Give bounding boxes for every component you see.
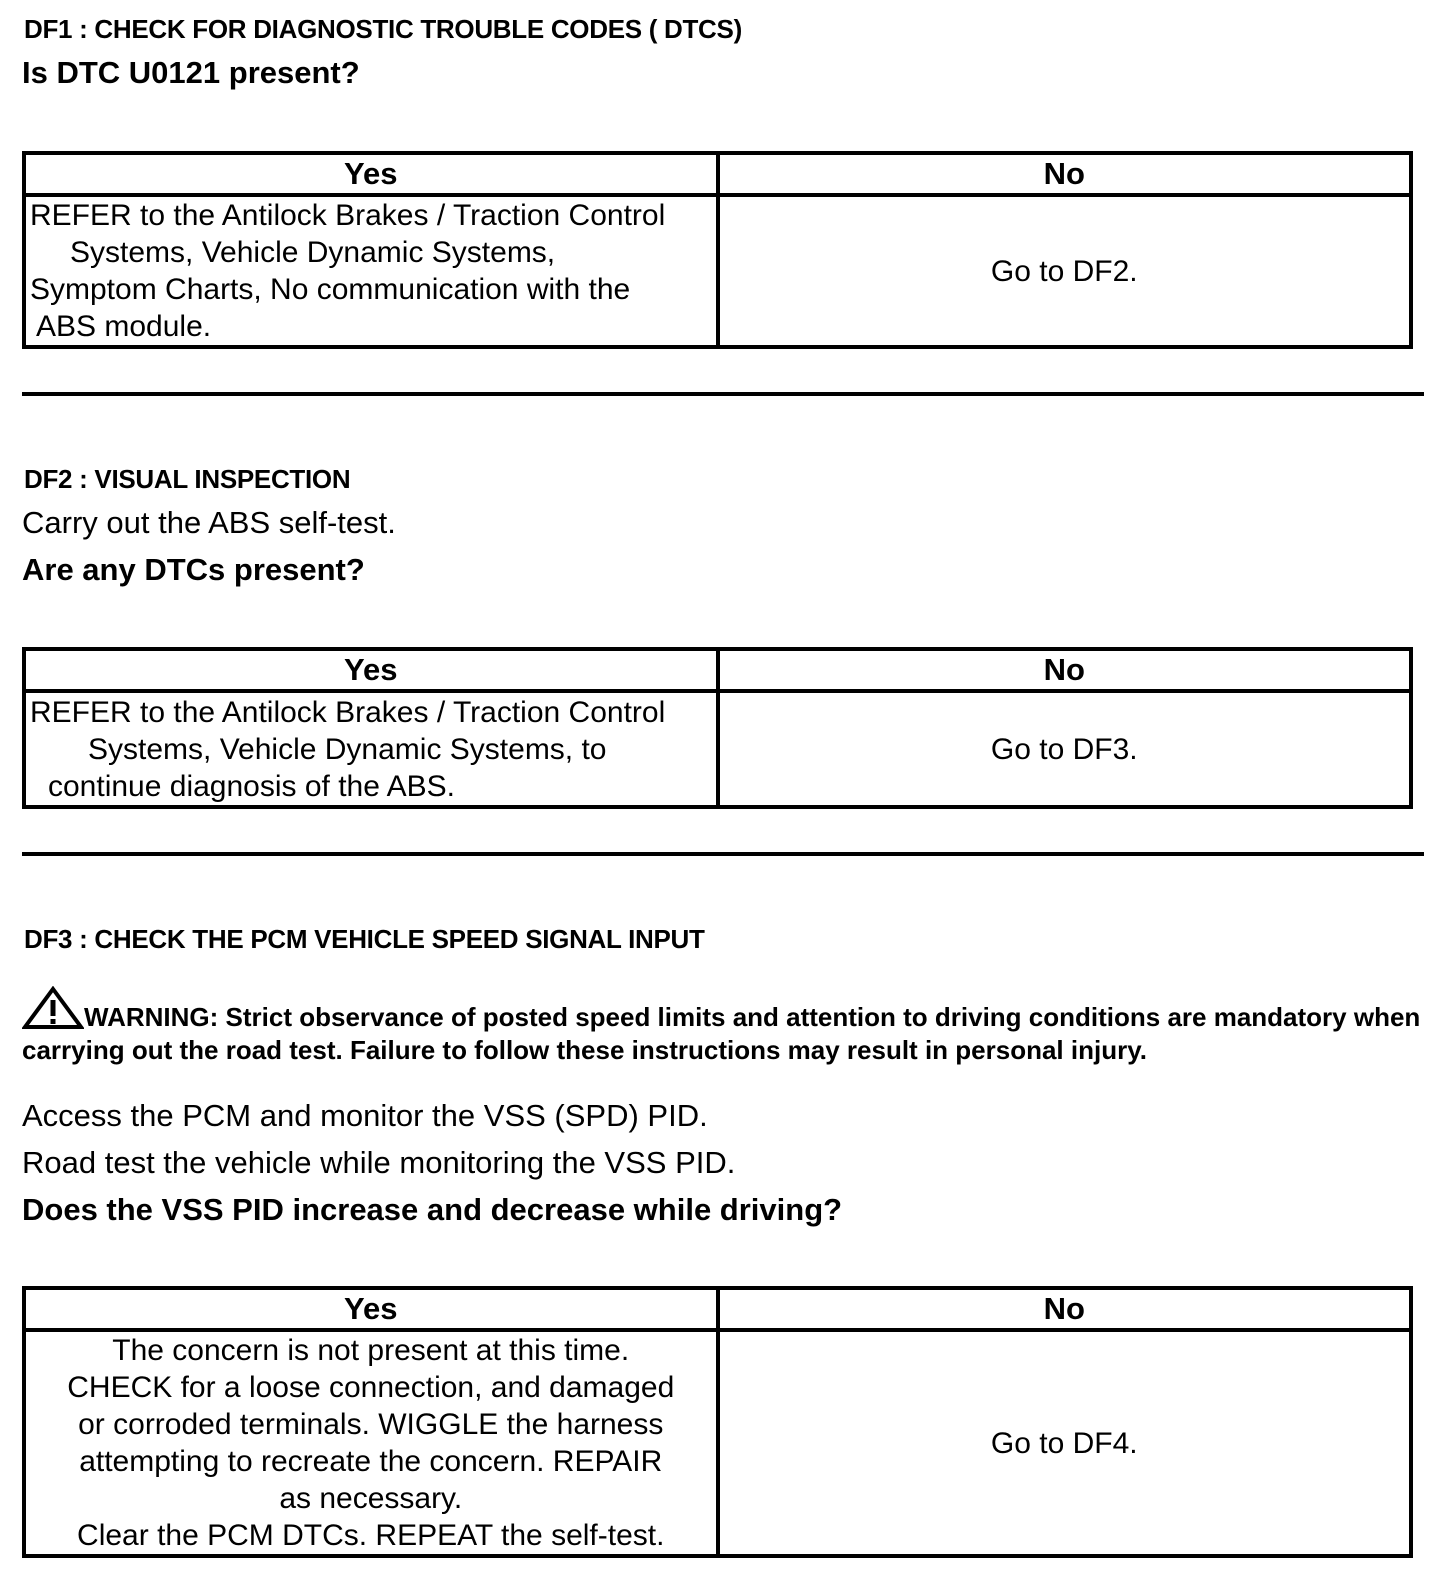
df3-yes-line: attempting to recreate the concern. REPAIR (79, 1445, 663, 1478)
df3-yes-line: or corroded terminals. WIGGLE the harness (78, 1408, 664, 1441)
df2-yes-header: Yes (24, 649, 718, 691)
df3-yes-header: Yes (24, 1288, 718, 1330)
df2-decision-table (22, 647, 1413, 809)
df2-heading: DF2 : VISUAL INSPECTION (24, 464, 351, 494)
warning-triangle-icon (22, 986, 84, 1030)
df1-decision-table (22, 151, 1413, 349)
df1-yes-line: Symptom Charts, No communication with the (30, 273, 631, 306)
df1-question: Is DTC U0121 present? (22, 55, 360, 90)
df3-step: Access the PCM and monitor the VSS (SPD) PID. (22, 1098, 708, 1133)
df3-yes-line: as necessary. (279, 1482, 463, 1515)
df1-yes-line: ABS module. (36, 310, 212, 343)
df2-yes-cell (24, 691, 718, 807)
df3-yes-line: Clear the PCM DTCs. REPEAT the self-test. (77, 1519, 665, 1552)
df1-no-header: No (718, 153, 1412, 195)
df3-no-cell: Go to DF4. (718, 1330, 1412, 1556)
df3-yes-line: CHECK for a loose connection, and damaged (67, 1371, 675, 1404)
df3-question: Does the VSS PID increase and decrease while driving? (22, 1192, 843, 1227)
df2-no-cell: Go to DF3. (718, 691, 1412, 807)
df3-warning-text: Strict observance of posted speed limits and attention to driving conditions are mandatory when carrying out the road test. Failure to follow these instructions may result in personal injury. (22, 1002, 1421, 1065)
df3-yes-cell (24, 1330, 718, 1556)
df2-step: Carry out the ABS self-test. (22, 505, 396, 540)
df2-yes-line: continue diagnosis of the ABS. (48, 769, 455, 803)
df1-heading: DF1 : CHECK FOR DIAGNOSTIC TROUBLE CODES ( DTCS) (24, 14, 742, 44)
df3-decision-table (22, 1286, 1413, 1558)
section-divider (22, 392, 1424, 396)
section-divider (22, 852, 1424, 856)
df1-yes-cell (24, 195, 718, 347)
df2-no-header: No (718, 649, 1412, 691)
df3-heading: DF3 : CHECK THE PCM VEHICLE SPEED SIGNAL INPUT (24, 924, 705, 954)
df1-yes-header: Yes (24, 153, 718, 195)
df3-warning-label: WARNING: (84, 1002, 219, 1032)
df3-step: Road test the vehicle while monitoring the VSS PID. (22, 1145, 736, 1180)
df1-yes-line: Systems, Vehicle Dynamic Systems, (70, 236, 556, 269)
df3-yes-line: The concern is not present at this time. (112, 1334, 630, 1367)
df1-yes-line: REFER to the Antilock Brakes / Traction Control (30, 199, 666, 232)
df3-no-header: No (718, 1288, 1412, 1330)
df3-warning (22, 986, 1422, 1067)
df2-yes-line: Systems, Vehicle Dynamic Systems, to (88, 732, 607, 766)
df2-question: Are any DTCs present? (22, 552, 365, 587)
df2-yes-line: REFER to the Antilock Brakes / Traction Control (30, 695, 666, 729)
df1-no-cell: Go to DF2. (718, 195, 1412, 347)
